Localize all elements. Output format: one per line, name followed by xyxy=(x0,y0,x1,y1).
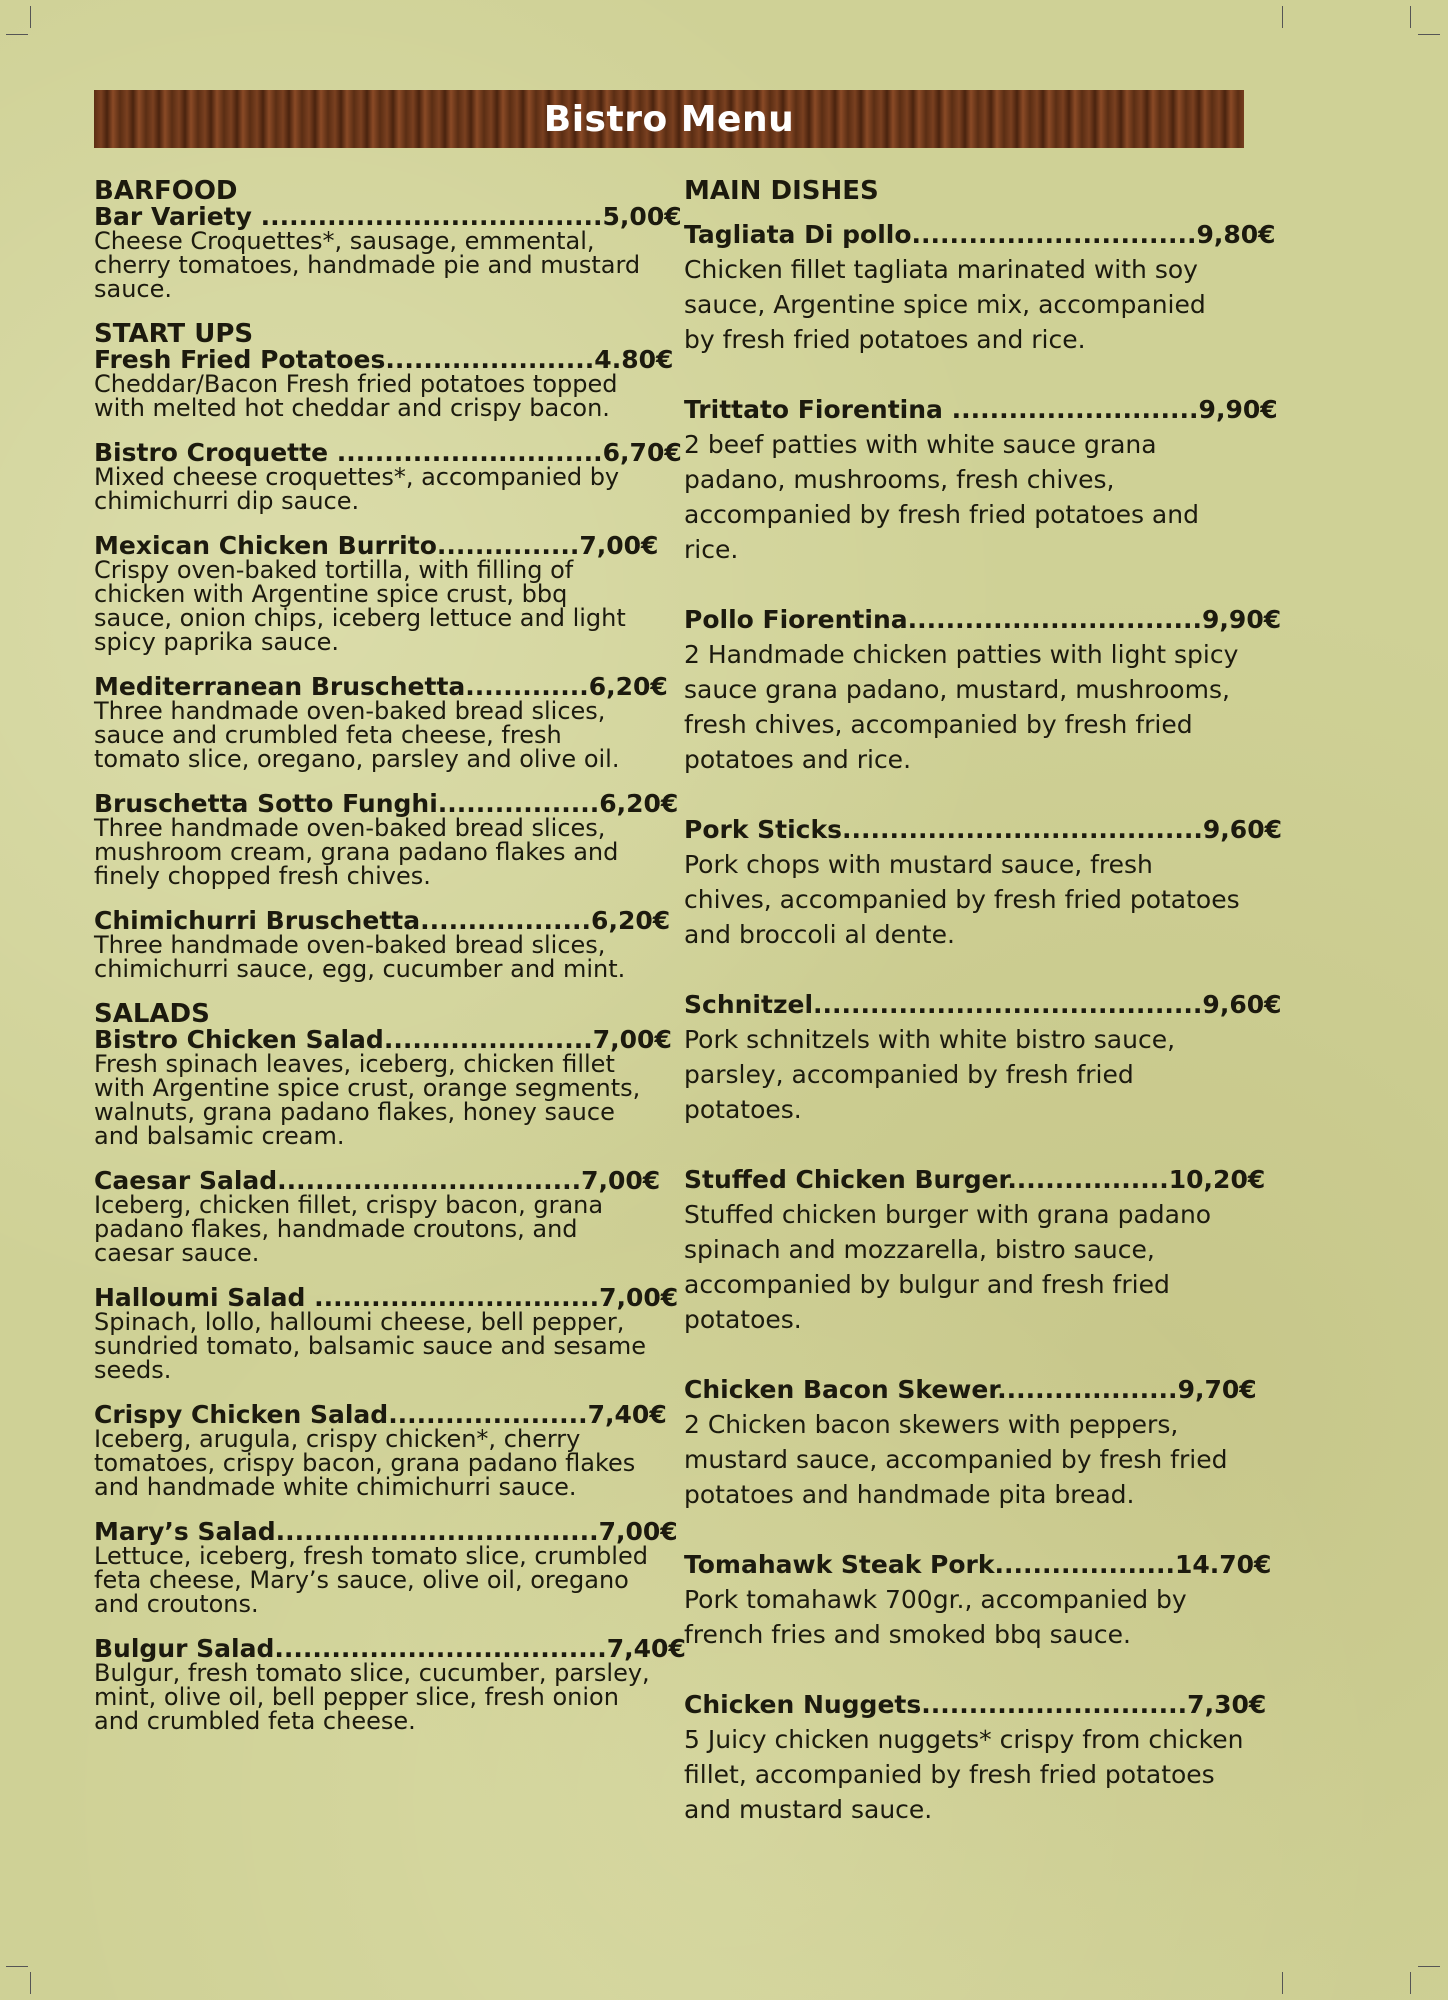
crop-mark xyxy=(1418,34,1440,35)
item-price: 7,00€ xyxy=(592,1025,672,1054)
item-description: Lettuce, iceberg, fresh tomato slice, crumbled feta cheese, Mary’s sauce, olive oil, oregano and croutons. xyxy=(94,1542,648,1618)
item-title-line xyxy=(684,988,1282,1022)
item-description: Iceberg, chicken fillet, crispy bacon, grana padano flakes, handmade croutons, and caesar sauce. xyxy=(94,1191,604,1267)
menu-item xyxy=(94,1634,686,1735)
item-title-line xyxy=(94,1400,667,1429)
item-name: Bulgur Salad xyxy=(94,1634,275,1663)
item-dots: ......................................... xyxy=(813,990,1203,1019)
item-description: Three handmade oven-baked bread slices, mushroom cream, grana padano flakes and finely chopped fresh chives. xyxy=(94,814,619,890)
item-name: Mexican Chicken Burrito xyxy=(94,531,437,560)
item-dots: ................. xyxy=(437,789,600,818)
item-name: Crispy Chicken Salad xyxy=(94,1400,389,1429)
menu-item xyxy=(94,789,679,890)
item-title-line xyxy=(684,1163,1266,1197)
item-dots: ................... xyxy=(997,1375,1178,1404)
item-price: 7,30€ xyxy=(1187,1690,1267,1719)
crop-mark xyxy=(6,1966,28,1967)
item-dots: ............................ xyxy=(921,1690,1188,1719)
item-title-line xyxy=(94,531,659,560)
item-dots: ................................ xyxy=(277,1166,582,1195)
item-title-line xyxy=(94,906,671,935)
item-price: 7,00€ xyxy=(579,531,659,560)
item-name: Trittato Fiorentina xyxy=(684,395,943,424)
item-title-line xyxy=(94,1025,672,1054)
item-title-line xyxy=(94,1166,661,1195)
item-title-line xyxy=(94,1517,678,1546)
item-description: Fresh spinach leaves, iceberg, chicken fillet with Argentine spice crust, orange segments, walnuts, grana padano flakes, honey sauce and balsamic cream. xyxy=(94,1050,641,1150)
item-name: Halloumi Salad xyxy=(94,1283,306,1312)
item-price: 6,20€ xyxy=(588,672,668,701)
menu-item xyxy=(684,1688,1267,1827)
item-description: Crispy oven-baked tortilla, with filling of chicken with Argentine spice crust, bbq sauce, onion chips, iceberg lettuce and light spicy paprika sauce. xyxy=(94,556,626,656)
item-dots: ................................... xyxy=(274,1634,607,1663)
left-column xyxy=(94,176,686,1753)
menu-item xyxy=(94,531,659,656)
item-title-line xyxy=(684,393,1278,427)
right-column xyxy=(684,176,1282,1863)
menu-item xyxy=(94,1283,679,1384)
item-price: 10,20€ xyxy=(1168,1165,1266,1194)
item-description: Three handmade oven-baked bread slices, chimichurri sauce, egg, cucumber and mint. xyxy=(94,931,626,983)
menu-item xyxy=(684,988,1282,1127)
crop-mark xyxy=(30,1972,31,1994)
menu-item xyxy=(684,1163,1266,1337)
item-dots: ............................... xyxy=(907,605,1203,634)
menu-title: Bistro Menu xyxy=(543,98,795,140)
item-name: Chicken Nuggets xyxy=(684,1690,922,1719)
item-name: Bruschetta Sotto Funghi xyxy=(94,789,438,818)
menu-section xyxy=(94,176,682,303)
item-description: 2 Chicken bacon skewers with peppers, mustard sauce, accompanied by fresh fried potatoes and handmade pita bread. xyxy=(684,1410,1228,1509)
item-dots: .............................. xyxy=(911,220,1197,249)
item-title-line xyxy=(94,789,679,818)
item-dots: ............. xyxy=(465,672,589,701)
item-title-line xyxy=(684,813,1282,847)
crop-mark xyxy=(1410,6,1411,28)
item-title-line xyxy=(684,603,1282,637)
item-description: Stuffed chicken burger with grana padano spinach and mozzarella, bistro sauce, accompanied by bulgur and fresh fried potatoes. xyxy=(684,1200,1212,1334)
item-price: 4.80€ xyxy=(594,345,674,374)
crop-mark xyxy=(1418,1966,1440,1967)
item-title-line xyxy=(684,1548,1272,1582)
item-title-line xyxy=(94,672,668,701)
item-title-line xyxy=(684,1688,1267,1722)
menu-item xyxy=(94,1517,678,1618)
item-dots: ...................... xyxy=(383,1025,593,1054)
menu-item xyxy=(684,603,1282,777)
item-name: Fresh Fried Potatoes xyxy=(94,345,386,374)
section-title: START UPS xyxy=(94,319,254,349)
item-price: 9,90€ xyxy=(1198,395,1278,424)
item-name: Chimichurri Bruschetta xyxy=(94,906,421,935)
item-dots: .................................. xyxy=(275,1517,599,1546)
item-name: Chicken Bacon Skewer xyxy=(684,1375,998,1404)
item-description: 2 Handmade chicken patties with light spicy sauce grana padano, mustard, mushrooms, fresh chives, accompanied by fresh fried potatoes and rice. xyxy=(684,640,1239,774)
item-title-line xyxy=(684,1373,1257,1407)
crop-mark xyxy=(1282,1972,1283,1994)
crop-mark xyxy=(1410,1972,1411,1994)
item-name: Tomahawk Steak Pork xyxy=(684,1550,995,1579)
item-dots: ...................................... xyxy=(842,815,1203,844)
menu-item xyxy=(684,813,1282,952)
item-dots: ...................... xyxy=(385,345,595,374)
item-price: 6,20€ xyxy=(599,789,679,818)
item-name: Bar Variety xyxy=(94,202,252,231)
item-title-line xyxy=(684,218,1276,252)
item-name: Schnitzel xyxy=(684,990,814,1019)
item-dots: ................. xyxy=(1007,1165,1169,1194)
item-name: Mary’s Salad xyxy=(94,1517,276,1546)
menu-item xyxy=(684,1373,1257,1512)
item-name: Pork Sticks xyxy=(684,815,843,844)
item-description: Cheddar/Bacon Fresh fried potatoes topped with melted hot cheddar and crispy bacon. xyxy=(94,370,618,422)
crop-mark xyxy=(6,34,28,35)
item-name: Caesar Salad xyxy=(94,1166,278,1195)
item-name: Tagliata Di pollo xyxy=(684,220,912,249)
item-price: 7,00€ xyxy=(599,1283,679,1312)
item-dots: .......................... xyxy=(942,395,1199,424)
section-title: SALADS xyxy=(94,999,210,1029)
item-name: Stuffed Chicken Burger xyxy=(684,1165,1008,1194)
item-dots: ............................ xyxy=(328,438,603,467)
item-description: Bulgur, fresh tomato slice, cucumber, parsley, mint, olive oil, bell pepper slice, fresh onion and crumbled feta cheese. xyxy=(94,1659,650,1735)
menu-item xyxy=(684,218,1276,357)
item-description: Iceberg, arugula, crispy chicken*, cherry tomatoes, crispy bacon, grana padano flakes and handmade white chimichurri sauce. xyxy=(94,1425,636,1501)
item-description: Chicken fillet tagliata marinated with soy sauce, Argentine spice mix, accompanied by fresh fried potatoes and rice. xyxy=(684,255,1206,354)
menu-section xyxy=(94,319,682,983)
item-price: 14.70€ xyxy=(1174,1550,1272,1579)
item-description: Pork tomahawk 700gr., accompanied by french fries and smoked bbq sauce. xyxy=(684,1585,1187,1649)
menu-banner xyxy=(94,90,1244,148)
menu-item xyxy=(94,1400,667,1501)
item-price: 9,90€ xyxy=(1202,605,1282,634)
item-price: 7,40€ xyxy=(587,1400,667,1429)
menu-item xyxy=(94,202,682,303)
menu-item xyxy=(94,345,674,422)
crop-mark xyxy=(1282,6,1283,28)
item-title-line xyxy=(94,202,682,231)
section-title: BARFOOD xyxy=(94,176,238,206)
item-name: Mediterranean Bruschetta xyxy=(94,672,466,701)
item-dots: ................... xyxy=(994,1550,1175,1579)
item-dots: ..................... xyxy=(388,1400,588,1429)
item-price: 9,60€ xyxy=(1202,990,1282,1019)
menu-item xyxy=(94,1025,672,1150)
item-description: 2 beef patties with white sauce grana padano, mushrooms, fresh chives, accompanied by fresh fried potatoes and rice. xyxy=(684,430,1199,564)
item-description: 5 Juicy chicken nuggets* crispy from chicken fillet, accompanied by fresh fried potatoes and mustard sauce. xyxy=(684,1725,1244,1824)
item-title-line xyxy=(94,345,674,374)
item-description: Mixed cheese croquettes*, accompanied by chimichurri dip sauce. xyxy=(94,463,620,515)
item-description: Cheese Croquettes*, sausage, emmental, cherry tomatoes, handmade pie and mustard sauce. xyxy=(94,227,641,303)
item-name: Bistro Croquette xyxy=(94,438,329,467)
item-description: Spinach, lollo, halloumi cheese, bell pepper, sundried tomato, balsamic sauce and sesame seeds. xyxy=(94,1308,646,1384)
menu-item xyxy=(94,438,682,515)
item-price: 6,20€ xyxy=(591,906,671,935)
item-price: 7,00€ xyxy=(581,1166,661,1195)
item-name: Pollo Fiorentina xyxy=(684,605,908,634)
item-price: 5,00€ xyxy=(602,202,682,231)
item-price: 7,00€ xyxy=(598,1517,678,1546)
menu-item xyxy=(684,1548,1272,1652)
item-price: 6,70€ xyxy=(602,438,682,467)
menu-item xyxy=(684,393,1278,567)
item-dots: .............................. xyxy=(305,1283,600,1312)
item-name: Bistro Chicken Salad xyxy=(94,1025,384,1054)
section-title: MAIN DISHES xyxy=(684,176,879,206)
item-description: Pork chops with mustard sauce, fresh chives, accompanied by fresh fried potatoes and broccoli al dente. xyxy=(684,850,1240,949)
item-price: 7,40€ xyxy=(606,1634,686,1663)
item-title-line xyxy=(94,1634,686,1663)
item-title-line xyxy=(94,1283,679,1312)
item-description: Three handmade oven-baked bread slices, sauce and crumbled feta cheese, fresh tomato slice, oregano, parsley and olive oil. xyxy=(94,697,620,773)
item-title-line xyxy=(94,438,682,467)
item-dots: .................................... xyxy=(251,202,603,231)
crop-mark xyxy=(30,6,31,28)
item-dots: .................. xyxy=(420,906,592,935)
item-description: Pork schnitzels with white bistro sauce, parsley, accompanied by fresh fried potatoes. xyxy=(684,1025,1176,1124)
menu-item xyxy=(94,672,668,773)
item-price: 9,60€ xyxy=(1202,815,1282,844)
item-price: 9,70€ xyxy=(1177,1375,1257,1404)
menu-item xyxy=(94,906,671,983)
item-price: 9,80€ xyxy=(1196,220,1276,249)
menu-item xyxy=(94,1166,661,1267)
menu-section xyxy=(94,999,686,1735)
item-dots: ............... xyxy=(436,531,580,560)
